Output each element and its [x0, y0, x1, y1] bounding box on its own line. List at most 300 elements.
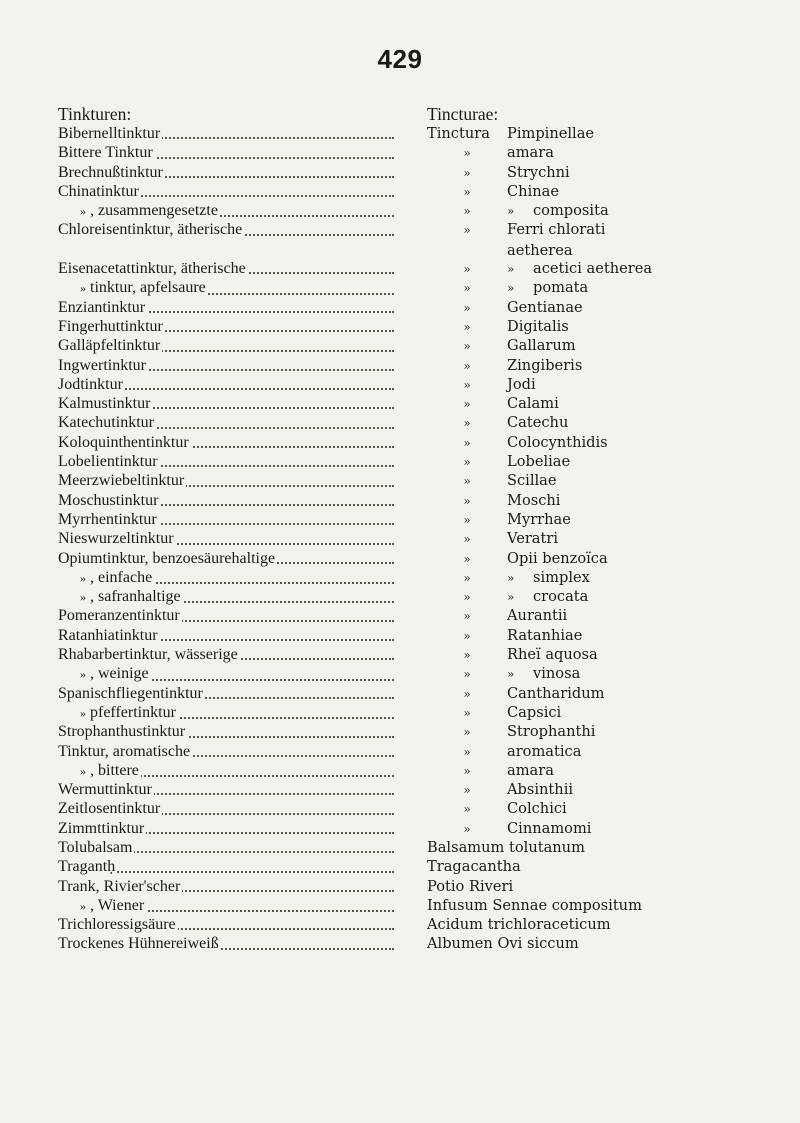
latin-prefix: [427, 375, 507, 395]
ditto-mark: »: [463, 416, 471, 431]
list-item: [58, 934, 778, 953]
german-term-text: pfeffertinktur: [90, 703, 176, 721]
ditto-mark: »: [507, 204, 515, 219]
latin-term-continuation: aetherea: [507, 241, 573, 259]
german-term-text: , Wiener: [90, 896, 145, 914]
heading-latin: Tincturae:: [427, 104, 499, 124]
german-term: [80, 201, 394, 221]
latin-term-text: Moschi: [507, 491, 561, 509]
latin-term-text: Cantharidum: [507, 684, 605, 702]
list-item: [58, 857, 778, 876]
german-term-text: Chloreisentinktur, ätherische: [58, 221, 243, 239]
latin-term-text: Albumen Ovi siccum: [427, 935, 579, 953]
latin-term: [427, 587, 588, 607]
latin-term-text: Lobeliae: [507, 453, 571, 471]
german-term: [58, 143, 394, 162]
latin-term: [427, 317, 569, 337]
latin-prefix: [427, 549, 507, 569]
latin-term: [427, 182, 559, 202]
list-item: [58, 510, 778, 529]
german-term: [58, 394, 394, 413]
german-term: [80, 896, 394, 916]
latin-term-text: acetici aetherea: [533, 260, 653, 278]
latin-term-text: Opii benzoïca: [507, 549, 608, 567]
german-term-text: Myrrhentinktur: [58, 510, 157, 528]
list-item: [58, 471, 778, 490]
german-term-text: Zimmttinktur: [58, 819, 145, 837]
latin-term: [427, 471, 557, 491]
german-term-text: Meerzwiebeltinktur: [58, 472, 185, 490]
latin-term: [427, 143, 554, 163]
list-item: [58, 626, 778, 645]
german-term-text: Brechnußtinktur: [58, 163, 163, 181]
german-term: [58, 182, 394, 201]
latin-prefix: [427, 491, 507, 511]
ditto-mark: »: [463, 262, 471, 277]
latin-term-text: amara: [507, 761, 554, 779]
latin-term: [427, 433, 608, 453]
latin-term: [427, 896, 642, 915]
latin-term-text: Infusum Sennae compositum: [427, 896, 642, 914]
german-term: [58, 857, 394, 876]
list-item: [58, 645, 778, 664]
latin-prefix: [427, 587, 507, 607]
german-term: [58, 529, 394, 548]
list-item: [58, 124, 778, 143]
list-item: [58, 529, 778, 548]
latin-term: [427, 838, 585, 857]
list-item: [58, 684, 778, 703]
latin-term-text: crocata: [533, 588, 589, 606]
latin-term-text: Ferri chlorati: [507, 221, 606, 239]
ditto-mark: »: [463, 146, 471, 161]
latin-term-text: Rheï aquosa: [507, 646, 598, 664]
latin-term-text: Chinae: [507, 182, 559, 200]
list-item: [58, 336, 778, 355]
latin-prefix: [427, 259, 507, 279]
german-term: [58, 375, 394, 394]
list-item: [58, 606, 778, 625]
latin-term: [427, 298, 583, 318]
german-term: [58, 356, 394, 375]
latin-term-text: Strychni: [507, 163, 570, 181]
german-term-text: , bittere: [90, 761, 139, 779]
ditto-mark: »: [507, 281, 515, 296]
latin-term-text: Myrrhae: [507, 510, 571, 528]
latin-term: [427, 568, 590, 588]
latin-term-text: composita: [533, 202, 609, 220]
latin-term-text: simplex: [533, 568, 590, 586]
ditto-mark: »: [80, 898, 86, 913]
ditto-mark: »: [463, 628, 471, 643]
ditto-mark: »: [463, 358, 471, 373]
german-term: [58, 742, 394, 761]
latin-term-text: Aurantii: [507, 607, 568, 625]
german-term-text: Trockenes Hühnereiweiß: [58, 935, 219, 953]
latin-prefix: [427, 664, 507, 684]
ditto-mark: »: [463, 319, 471, 334]
latin-prefix: [427, 201, 507, 221]
latin-term-text: Gallarum: [507, 337, 576, 355]
list-item: [58, 413, 778, 432]
latin-term: [427, 510, 571, 530]
ditto-mark: »: [463, 493, 471, 508]
latin-term: [427, 413, 568, 433]
latin-term: [427, 664, 580, 684]
german-term: [58, 799, 394, 818]
latin-term-text: Acidum trichloraceticum: [427, 916, 611, 934]
latin-prefix: [427, 471, 507, 491]
list-item: [58, 703, 778, 722]
page-number: 429: [377, 44, 423, 74]
german-term-text: Trank, Rivier'scher: [58, 877, 181, 895]
latin-prefix: [427, 510, 507, 530]
latin-term-text: Digitalis: [507, 317, 569, 335]
latin-prefix: [427, 163, 507, 183]
latin-term-text: aromatica: [507, 742, 582, 760]
list-item: [58, 163, 778, 182]
list-item: [58, 491, 778, 510]
german-term: [58, 819, 394, 838]
german-term-text: Fingerhuttinktur: [58, 317, 163, 335]
ditto-mark: »: [80, 570, 86, 585]
latin-term-text: Scillae: [507, 472, 557, 490]
german-term-text: Eisenacetattinktur, ätherische: [58, 260, 246, 278]
list-item: [58, 375, 778, 394]
german-term: [80, 568, 394, 588]
latin-term: [427, 356, 582, 376]
latin-prefix: [427, 645, 507, 665]
latin-prefix: [427, 220, 507, 240]
latin-term-text: vinosa: [533, 665, 581, 683]
latin-term-text: Catechu: [507, 414, 569, 432]
german-term: [80, 278, 394, 298]
latin-prefix: [427, 606, 507, 626]
german-term: [58, 220, 394, 239]
list-item: [58, 394, 778, 413]
latin-term: [427, 780, 573, 800]
latin-term: [427, 819, 591, 839]
latin-prefix: [427, 356, 507, 376]
german-term: [58, 626, 394, 645]
latin-term: [427, 529, 558, 549]
list-item: [58, 568, 778, 587]
latin-term-text: Veratri: [507, 530, 559, 548]
latin-prefix: [427, 278, 507, 298]
german-term-text: Strophanthustinktur: [58, 723, 186, 741]
german-term-text: Katechutinktur: [58, 414, 154, 432]
german-term: [80, 664, 394, 684]
list-item: [58, 201, 778, 220]
ditto-mark: »: [463, 397, 471, 412]
list-item: [58, 587, 778, 606]
latin-term: [427, 877, 513, 896]
latin-term: [427, 742, 581, 762]
german-term: [58, 838, 394, 857]
latin-prefix: [427, 182, 507, 202]
ditto-mark: »: [463, 455, 471, 470]
german-term-text: Wermuttinktur: [58, 781, 152, 799]
list-item: [58, 220, 778, 259]
list-item: [58, 838, 778, 857]
latin-prefix: [427, 799, 507, 819]
latin-prefix: [427, 143, 507, 163]
latin-term-text: Colchici: [507, 800, 567, 818]
ditto-mark: »: [463, 590, 471, 605]
ditto-mark: »: [80, 590, 86, 605]
german-term-text: , weinige: [90, 665, 149, 683]
ditto-mark: »: [507, 667, 515, 682]
list-item: [58, 452, 778, 471]
latin-term: [427, 722, 595, 742]
ditto-mark: »: [463, 184, 471, 199]
latin-prefix: [427, 780, 507, 800]
latin-term: [427, 201, 609, 221]
german-term-text: Jodtinktur: [58, 375, 123, 393]
latin-prefix: [427, 626, 507, 646]
latin-prefix: [427, 742, 507, 762]
german-term: [58, 336, 394, 355]
latin-prefix: [427, 394, 507, 414]
german-term: [58, 452, 394, 471]
german-term-text: , einfache: [90, 568, 153, 586]
german-term: [58, 645, 394, 664]
german-term: [58, 259, 394, 278]
latin-term: [427, 606, 567, 626]
list-item: [58, 143, 778, 162]
ditto-mark: »: [463, 570, 471, 585]
german-term-text: tinktur, apfelsaure: [90, 279, 206, 297]
list-item: [58, 819, 778, 838]
german-term-text: Lobelientinktur: [58, 453, 158, 471]
list-item: [58, 761, 778, 780]
latin-prefix: [427, 433, 507, 453]
ditto-mark: »: [463, 609, 471, 624]
latin-term-text: Calami: [507, 395, 559, 413]
german-term: [80, 587, 394, 607]
latin-term: [427, 626, 582, 646]
latin-term: [427, 124, 594, 143]
ditto-mark: »: [463, 223, 471, 238]
german-term-text: , safranhaltige: [90, 588, 181, 606]
german-term: [58, 471, 394, 490]
list-item: [58, 799, 778, 818]
ditto-mark: »: [463, 204, 471, 219]
german-term-text: Nieswurzeltinktur: [58, 530, 174, 548]
german-term: [58, 722, 394, 741]
ditto-mark: »: [463, 532, 471, 547]
latin-prefix: [427, 452, 507, 472]
latin-term-text: pomata: [533, 279, 589, 297]
latin-term: [427, 684, 604, 704]
list-item: [58, 742, 778, 761]
german-term: [58, 915, 394, 934]
latin-term: [427, 452, 570, 472]
latin-term-text: amara: [507, 144, 554, 162]
list-item: [58, 722, 778, 741]
latin-prefix: [427, 413, 507, 433]
german-term-text: Ratanhiatinktur: [58, 626, 158, 644]
latin-term: [427, 857, 521, 876]
latin-term-text: Colocynthidis: [507, 433, 608, 451]
ditto-mark: »: [463, 821, 471, 836]
latin-term: [427, 703, 561, 723]
ditto-mark: »: [463, 300, 471, 315]
list-item: [58, 182, 778, 201]
list-item: [58, 664, 778, 683]
german-term-text: Bibernelltinktur: [58, 125, 161, 142]
ditto-mark: »: [80, 204, 86, 219]
latin-prefix: [427, 529, 507, 549]
latin-term: [427, 163, 570, 183]
latin-term: [427, 549, 608, 569]
german-term-text: Kalmustinktur: [58, 395, 151, 413]
latin-prefix: [427, 298, 507, 318]
german-term: [80, 761, 394, 781]
german-term: [58, 124, 394, 143]
german-term-text: Zeitlosentinktur: [58, 800, 161, 818]
german-term: [58, 780, 394, 799]
ditto-mark: »: [463, 377, 471, 392]
german-term-text: Tolubalsam: [58, 838, 133, 856]
latin-term: [427, 259, 652, 279]
german-term-text: Tragantḥ: [58, 858, 116, 876]
latin-term: [427, 278, 588, 298]
german-term-text: Opiumtinktur, benzoesäurehaltige: [58, 549, 276, 567]
latin-term-text: Gentianae: [507, 298, 583, 316]
list-item: [58, 915, 778, 934]
latin-term-text: Potio Riveri: [427, 877, 514, 895]
latin-term-text: Ratanhiae: [507, 626, 583, 644]
german-term-text: , zusammengesetzte: [90, 202, 218, 220]
latin-prefix: [427, 703, 507, 723]
list-item: [58, 549, 778, 568]
ditto-mark: »: [463, 165, 471, 180]
german-term-text: Tinktur, aromatische: [58, 742, 191, 760]
ditto-mark: »: [507, 570, 515, 585]
ditto-mark: »: [463, 339, 471, 354]
german-term-text: Trichloressigsäure: [58, 916, 176, 934]
german-term: [58, 433, 394, 452]
ditto-mark: »: [463, 783, 471, 798]
latin-term-text: Zingiberis: [507, 356, 583, 374]
ditto-mark: »: [80, 667, 86, 682]
latin-prefix: [427, 568, 507, 588]
german-term-text: Moschustinktur: [58, 491, 159, 509]
list-item: [58, 298, 778, 317]
german-term: [58, 317, 394, 336]
latin-term: [427, 491, 560, 511]
german-term: [58, 934, 394, 953]
list-item: [58, 433, 778, 452]
ditto-mark: »: [463, 802, 471, 817]
german-term: [58, 413, 394, 432]
german-term-text: Bittere Tinktur: [58, 144, 153, 162]
german-term-text: Galläpfeltinktur: [58, 337, 161, 355]
german-term-text: Koloquinthentinktur: [58, 433, 189, 451]
german-term-text: Ingwertinktur: [58, 356, 146, 374]
latin-term-text: Strophanthi: [507, 723, 596, 741]
latin-term: [427, 915, 611, 934]
german-term: [58, 163, 394, 182]
latin-term-text: Pimpinellae: [507, 125, 595, 142]
latin-prefix: [427, 317, 507, 337]
ditto-mark: »: [463, 763, 471, 778]
list-item: [58, 780, 778, 799]
latin-term: [427, 336, 576, 356]
german-term: [58, 877, 394, 896]
german-term-text: Spanischfliegentinktur: [58, 684, 203, 702]
german-term: [58, 684, 394, 703]
list-item: [58, 317, 778, 336]
latin-term: [427, 394, 559, 414]
ditto-mark: »: [80, 281, 86, 296]
latin-term: [427, 934, 579, 953]
german-term: [80, 703, 394, 723]
ditto-mark: »: [463, 435, 471, 450]
ditto-mark: »: [463, 725, 471, 740]
latin-prefix: Tinctura: [427, 125, 490, 142]
list-item: [58, 278, 778, 297]
ditto-mark: »: [463, 512, 471, 527]
ditto-mark: »: [463, 474, 471, 489]
list-item: [58, 259, 778, 278]
latin-term-text: Jodi: [507, 375, 536, 393]
latin-term-text: Capsici: [507, 703, 562, 721]
german-term-text: Rhabarbertinktur, wässerige: [58, 646, 238, 664]
ditto-mark: »: [507, 262, 515, 277]
latin-prefix: [427, 336, 507, 356]
heading-german: Tinkturen:: [58, 104, 132, 124]
list-item: [58, 896, 778, 915]
latin-term-text: Absinthii: [507, 781, 574, 799]
ditto-mark: »: [507, 590, 515, 605]
list-item: [58, 877, 778, 896]
latin-term: [427, 761, 554, 781]
german-term-text: Enziantinktur: [58, 298, 146, 316]
latin-term-text: Tragacantha: [427, 858, 521, 876]
german-term: [58, 491, 394, 510]
latin-prefix: [427, 722, 507, 742]
ditto-mark: »: [80, 763, 86, 778]
ditto-mark: »: [463, 705, 471, 720]
german-term: [58, 549, 394, 568]
ditto-mark: »: [463, 648, 471, 663]
entry-list: [58, 124, 778, 954]
latin-prefix: [427, 819, 507, 839]
german-term: [58, 606, 394, 625]
ditto-mark: »: [463, 667, 471, 682]
ditto-mark: »: [463, 686, 471, 701]
german-term-text: Pomeranzentinktur: [58, 607, 180, 625]
ditto-mark: »: [463, 551, 471, 566]
latin-term: [427, 645, 598, 665]
latin-prefix: [427, 761, 507, 781]
latin-term: [427, 220, 605, 260]
latin-term: [427, 375, 536, 395]
ditto-mark: »: [463, 281, 471, 296]
latin-term: [427, 799, 567, 819]
german-term: [58, 298, 394, 317]
ditto-mark: »: [80, 705, 86, 720]
latin-term-text: Cinnamomi: [507, 819, 592, 837]
german-term: [58, 510, 394, 529]
list-item: [58, 356, 778, 375]
latin-prefix: [427, 684, 507, 704]
ditto-mark: »: [463, 744, 471, 759]
latin-term-text: Balsamum tolutanum: [427, 838, 585, 856]
german-term-text: Chinatinktur: [58, 182, 139, 200]
